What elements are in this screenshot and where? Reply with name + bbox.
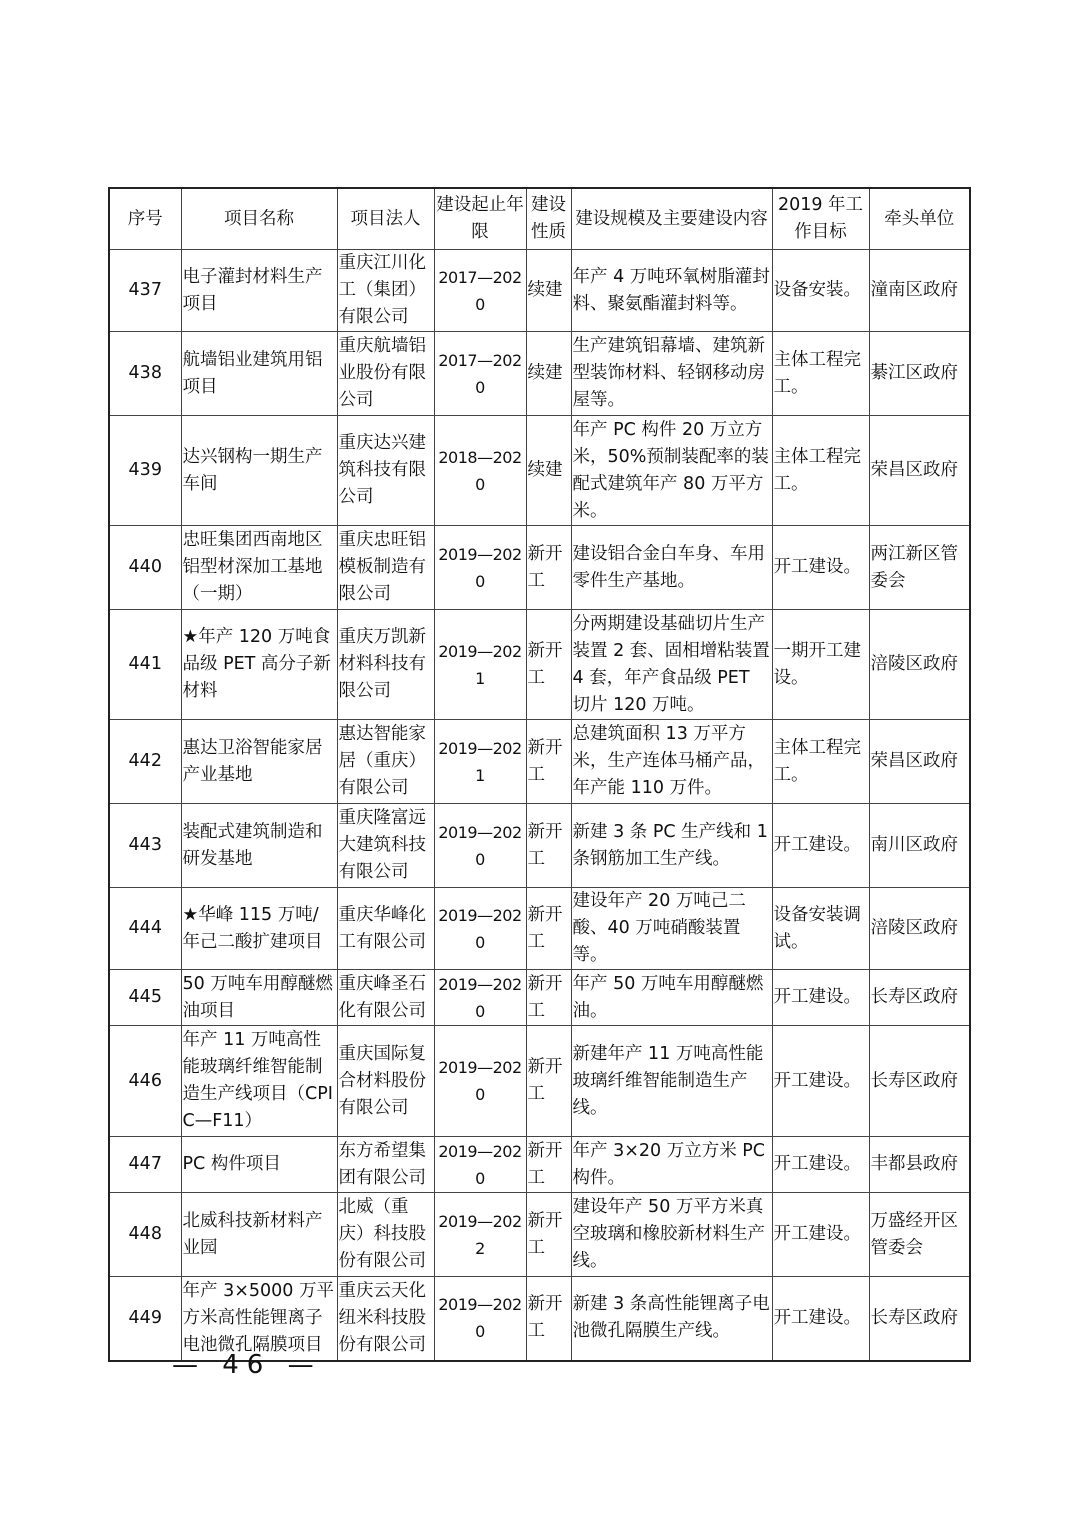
cell-lead: 涪陵区政府	[869, 610, 970, 720]
cell-goal: 开工建设。	[772, 1137, 869, 1193]
cell-project-name: PC 构件项目	[181, 1137, 337, 1193]
header-years: 建设起止年限	[434, 188, 526, 250]
cell-no: 439	[109, 416, 181, 526]
cell-scope: 新建 3 条高性能锂离子电池微孔隔膜生产线。	[571, 1277, 772, 1361]
page-number: — 46 —	[172, 1350, 322, 1380]
cell-years: 2019—2020	[434, 804, 526, 888]
table-row	[109, 1026, 970, 1137]
cell-years: 2019—2020	[434, 888, 526, 970]
cell-lead: 綦江区政府	[869, 332, 970, 416]
header-lead: 牵头单位	[869, 188, 970, 250]
cell-type: 新开工	[526, 888, 571, 970]
cell-project-name: 北威科技新材料产业园	[181, 1193, 337, 1277]
header-owner: 项目法人	[337, 188, 434, 250]
cell-scope: 年产 50 万吨车用醇醚燃油。	[571, 970, 772, 1026]
cell-no: 447	[109, 1137, 181, 1193]
cell-goal: 一期开工建设。	[772, 610, 869, 720]
cell-scope: 建设年产 20 万吨己二酸、40 万吨硝酸装置等。	[571, 888, 772, 970]
project-table	[108, 187, 971, 1362]
cell-goal: 开工建设。	[772, 526, 869, 610]
cell-type: 续建	[526, 416, 571, 526]
cell-owner: 重庆国际复合材料股份有限公司	[337, 1026, 434, 1137]
cell-scope: 总建筑面积 13 万平方米，生产连体马桶产品，年产能 110 万件。	[571, 720, 772, 804]
table-row	[109, 416, 970, 526]
cell-owner: 重庆云天化纽米科技股份有限公司	[337, 1277, 434, 1361]
header-goal: 2019 年工作目标	[772, 188, 869, 250]
cell-owner: 重庆航墙铝业股份有限公司	[337, 332, 434, 416]
cell-scope: 年产 3×20 万立方米 PC 构件。	[571, 1137, 772, 1193]
cell-owner: 惠达智能家居（重庆）有限公司	[337, 720, 434, 804]
cell-goal: 主体工程完工。	[772, 416, 869, 526]
cell-owner: 重庆隆富远大建筑科技有限公司	[337, 804, 434, 888]
cell-no: 440	[109, 526, 181, 610]
table-header-row	[109, 188, 970, 250]
cell-scope: 年产 4 万吨环氧树脂灌封料、聚氨酯灌封料等。	[571, 250, 772, 332]
cell-project-name: 达兴钢构一期生产车间	[181, 416, 337, 526]
cell-lead: 荣昌区政府	[869, 720, 970, 804]
cell-years: 2018—2020	[434, 416, 526, 526]
cell-no: 438	[109, 332, 181, 416]
table-row	[109, 1277, 970, 1361]
cell-goal: 开工建设。	[772, 804, 869, 888]
cell-owner: 重庆江川化工（集团）有限公司	[337, 250, 434, 332]
cell-goal: 开工建设。	[772, 1193, 869, 1277]
cell-project-name: 50 万吨车用醇醚燃油项目	[181, 970, 337, 1026]
cell-project-name: 年产 3×5000 万平方米高性能锂离子电池微孔隔膜项目	[181, 1277, 337, 1361]
cell-years: 2019—2020	[434, 1277, 526, 1361]
table-row	[109, 250, 970, 332]
table-row	[109, 888, 970, 970]
cell-years: 2019—2020	[434, 526, 526, 610]
cell-owner: 北威（重庆）科技股份有限公司	[337, 1193, 434, 1277]
header-type: 建设性质	[526, 188, 571, 250]
cell-scope: 建设年产 50 万平方米真空玻璃和橡胶新材料生产线。	[571, 1193, 772, 1277]
table-row	[109, 720, 970, 804]
cell-project-name: 装配式建筑制造和研发基地	[181, 804, 337, 888]
cell-type: 新开工	[526, 804, 571, 888]
cell-scope: 新建年产 11 万吨高性能玻璃纤维智能制造生产线。	[571, 1026, 772, 1137]
cell-goal: 设备安装。	[772, 250, 869, 332]
cell-lead: 丰都县政府	[869, 1137, 970, 1193]
cell-project-name: 电子灌封材料生产项目	[181, 250, 337, 332]
cell-no: 445	[109, 970, 181, 1026]
cell-owner: 重庆华峰化工有限公司	[337, 888, 434, 970]
cell-goal: 开工建设。	[772, 970, 869, 1026]
cell-lead: 南川区政府	[869, 804, 970, 888]
cell-lead: 长寿区政府	[869, 1026, 970, 1137]
cell-type: 新开工	[526, 1277, 571, 1361]
cell-goal: 开工建设。	[772, 1026, 869, 1137]
cell-no: 448	[109, 1193, 181, 1277]
cell-scope: 新建 3 条 PC 生产线和 1 条钢筋加工生产线。	[571, 804, 772, 888]
cell-type: 新开工	[526, 970, 571, 1026]
cell-owner: 重庆万凯新材料科技有限公司	[337, 610, 434, 720]
cell-no: 442	[109, 720, 181, 804]
cell-lead: 万盛经开区管委会	[869, 1193, 970, 1277]
cell-years: 2017—2020	[434, 250, 526, 332]
cell-lead: 荣昌区政府	[869, 416, 970, 526]
table-row	[109, 526, 970, 610]
table-row	[109, 332, 970, 416]
cell-years: 2019—2021	[434, 720, 526, 804]
cell-type: 新开工	[526, 720, 571, 804]
cell-project-name: 惠达卫浴智能家居产业基地	[181, 720, 337, 804]
cell-project-name: ★华峰 115 万吨/年己二酸扩建项目	[181, 888, 337, 970]
cell-years: 2019—2021	[434, 610, 526, 720]
table-row	[109, 610, 970, 720]
cell-owner: 重庆峰圣石化有限公司	[337, 970, 434, 1026]
cell-type: 续建	[526, 250, 571, 332]
cell-owner: 重庆忠旺铝模板制造有限公司	[337, 526, 434, 610]
cell-no: 441	[109, 610, 181, 720]
table-row	[109, 970, 970, 1026]
cell-lead: 长寿区政府	[869, 970, 970, 1026]
cell-scope: 年产 PC 构件 20 万立方米，50%预制装配率的装配式建筑年产 80 万平方米。	[571, 416, 772, 526]
cell-no: 444	[109, 888, 181, 970]
cell-years: 2017—2020	[434, 332, 526, 416]
cell-goal: 主体工程完工。	[772, 332, 869, 416]
cell-scope: 生产建筑铝幕墙、建筑新型装饰材料、轻钢移动房屋等。	[571, 332, 772, 416]
cell-years: 2019—2020	[434, 970, 526, 1026]
table-row	[109, 804, 970, 888]
table-row	[109, 1137, 970, 1193]
cell-scope: 分两期建设基础切片生产装置 2 套、固相增粘装置 4 套，年产食品级 PET 切片 120 万吨。	[571, 610, 772, 720]
header-project-name: 项目名称	[181, 188, 337, 250]
cell-type: 新开工	[526, 1137, 571, 1193]
cell-project-name: 忠旺集团西南地区铝型材深加工基地（一期）	[181, 526, 337, 610]
cell-no: 446	[109, 1026, 181, 1137]
cell-years: 2019—2022	[434, 1193, 526, 1277]
cell-goal: 主体工程完工。	[772, 720, 869, 804]
cell-no: 437	[109, 250, 181, 332]
cell-lead: 两江新区管委会	[869, 526, 970, 610]
cell-goal: 开工建设。	[772, 1277, 869, 1361]
cell-owner: 重庆达兴建筑科技有限公司	[337, 416, 434, 526]
cell-lead: 潼南区政府	[869, 250, 970, 332]
cell-project-name: ★年产 120 万吨食品级 PET 高分子新材料	[181, 610, 337, 720]
cell-type: 新开工	[526, 1193, 571, 1277]
table-row	[109, 1193, 970, 1277]
cell-scope: 建设铝合金白车身、车用零件生产基地。	[571, 526, 772, 610]
cell-lead: 涪陵区政府	[869, 888, 970, 970]
cell-no: 443	[109, 804, 181, 888]
cell-goal: 设备安装调试。	[772, 888, 869, 970]
cell-type: 新开工	[526, 1026, 571, 1137]
cell-years: 2019—2020	[434, 1026, 526, 1137]
header-scope: 建设规模及主要建设内容	[571, 188, 772, 250]
cell-no: 449	[109, 1277, 181, 1361]
cell-project-name: 航墙铝业建筑用铝项目	[181, 332, 337, 416]
cell-type: 新开工	[526, 610, 571, 720]
cell-type: 续建	[526, 332, 571, 416]
cell-years: 2019—2020	[434, 1137, 526, 1193]
cell-project-name: 年产 11 万吨高性能玻璃纤维智能制造生产线项目（CPIC—F11）	[181, 1026, 337, 1137]
header-no: 序号	[109, 188, 181, 250]
cell-lead: 长寿区政府	[869, 1277, 970, 1361]
cell-type: 新开工	[526, 526, 571, 610]
cell-owner: 东方希望集团有限公司	[337, 1137, 434, 1193]
